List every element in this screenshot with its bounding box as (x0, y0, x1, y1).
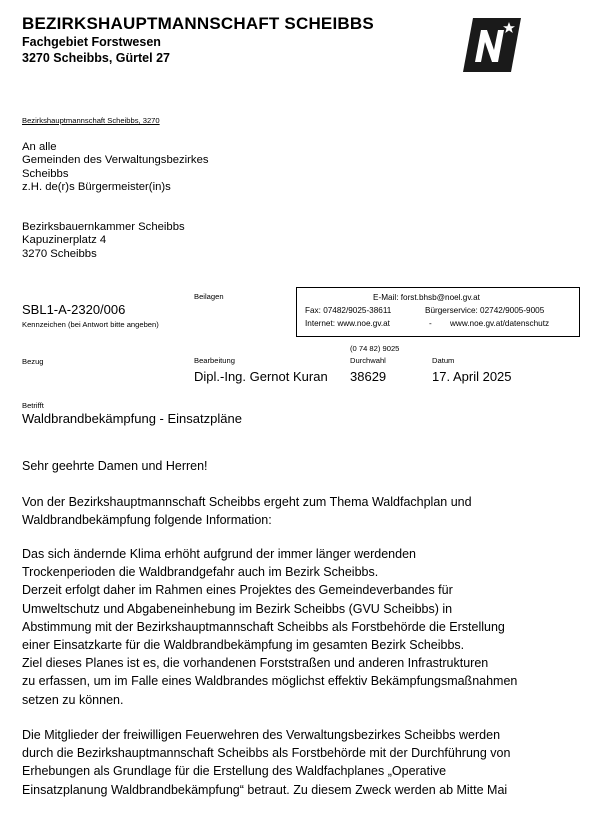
paragraph-line: Erhebungen als Grundlage für die Erstellung des Waldfachplanes „Operative (22, 764, 447, 779)
recipient-line: z.H. de(r)s Bürgermeister(in)s (22, 181, 171, 194)
phone-prefix: (0 74 82) 9025 (350, 344, 400, 353)
paragraph-line: Das sich ändernde Klima erhöht aufgrund der immer länger werdenden (22, 547, 416, 561)
contact-internet: Internet: www.noe.gv.at (305, 319, 390, 328)
bearbeitung-value: Dipl.-Ing. Gernot Kuran (194, 369, 328, 384)
reference-number: SBL1-A-2320/006 (22, 302, 126, 317)
paragraph-line: Trockenperioden die Waldbrandgefahr auch im Bezirk Scheibbs. (22, 565, 379, 580)
contact-privacy: www.noe.gv.at/datenschutz (450, 319, 550, 328)
contact-dash: - (429, 319, 432, 328)
contact-fax: Fax: 07482/9025-38611 (305, 306, 392, 315)
paragraph-line: Einsatzplanung Waldbrandbekämpfung“ betraut. Zu diesem Zweck werden ab Mitte Mai (22, 782, 508, 797)
beilagen-label: Beilagen (194, 292, 224, 301)
noe-logo-icon (463, 18, 521, 72)
bezug-label: Bezug (22, 357, 44, 366)
paragraph-climate (22, 545, 517, 709)
contact-service: Bürgerservice: 02742/9005-9005 (425, 306, 545, 315)
contact-box (296, 287, 580, 337)
letterhead-address: 3270 Scheibbs, Gürtel 27 (22, 51, 170, 65)
durchwahl-label: Durchwahl (350, 356, 386, 365)
recipient-line: Gemeinden des Verwaltungsbezirkes (22, 154, 209, 167)
paragraph-line: setzen zu können. (22, 692, 124, 707)
reference-hint: Kennzeichen (bei Antwort bitte angeben) (22, 320, 159, 329)
letterhead-title: BEZIRKSHAUPTMANNSCHAFT SCHEIBBS (22, 14, 374, 33)
paragraph-line: Umweltschutz und Abgabeneinhebung im Bezirk Scheibbs (GVU Scheibbs) in (22, 601, 453, 616)
paragraph-line: zu erfassen, um im Falle eines Waldbrandes möglichst effektiv Bekämpfungsmaßnahmen (22, 674, 518, 689)
durchwahl-value: 38629 (350, 369, 387, 384)
paragraph-line: Ziel dieses Planes ist es, die vorhandenen Forststraßen und anderen Infrastrukturen (22, 656, 489, 671)
paragraph-line: Von der Bezirkshauptmannschaft Scheibbs ergeht zum Thema Waldfachplan und (22, 495, 472, 509)
bearbeitung-label: Bearbeitung (194, 356, 235, 365)
recipient-line: An alle (22, 141, 57, 153)
subject-label: Betrifft (22, 401, 44, 410)
paragraph-line: Waldbrandbekämpfung folgende Information: (22, 513, 272, 528)
recipient-line: Scheibbs (22, 167, 69, 180)
paragraph-line: einer Einsatzkarte für die Waldbrandbekämpfung im gesamten Bezirk Scheibbs. (22, 638, 465, 653)
paragraph-firebrigades (22, 726, 510, 799)
subject-value: Waldbrandbekämpfung - Einsatzpläne (22, 411, 242, 426)
recipient-block-municipalities (22, 141, 209, 195)
paragraph-line: durch die Bezirkshauptmannschaft Scheibbs als Forstbehörde mit der Durchführung von (22, 746, 511, 761)
paragraph-line: Abstimmung mit der Bezirkshauptmannschaft Scheibbs als Forstbehörde die Erstellung (22, 619, 505, 634)
recipient-line: 3270 Scheibbs (22, 247, 97, 260)
paragraph-line: Derzeit erfolgt daher im Rahmen eines Projektes des Gemeindeverbandes für (22, 583, 453, 598)
datum-value: 17. April 2025 (432, 369, 512, 384)
paragraph-line: Die Mitglieder der freiwilligen Feuerwehren des Verwaltungsbezirkes Scheibbs werden (22, 728, 501, 742)
salutation: Sehr geehrte Damen und Herren! (22, 459, 208, 473)
recipient-line: Kapuzinerplatz 4 (22, 234, 107, 247)
recipient-block-chamber (22, 221, 185, 261)
contact-email: E-Mail: forst.bhsb@noel.gv.at (373, 293, 480, 302)
letterhead-department: Fachgebiet Forstwesen (22, 35, 161, 49)
recipient-line: Bezirksbauernkammer Scheibbs (22, 221, 185, 233)
datum-label: Datum (432, 356, 455, 365)
paragraph-intro (22, 493, 472, 529)
sender-line: Bezirkshauptmannschaft Scheibbs, 3270 (22, 116, 160, 125)
